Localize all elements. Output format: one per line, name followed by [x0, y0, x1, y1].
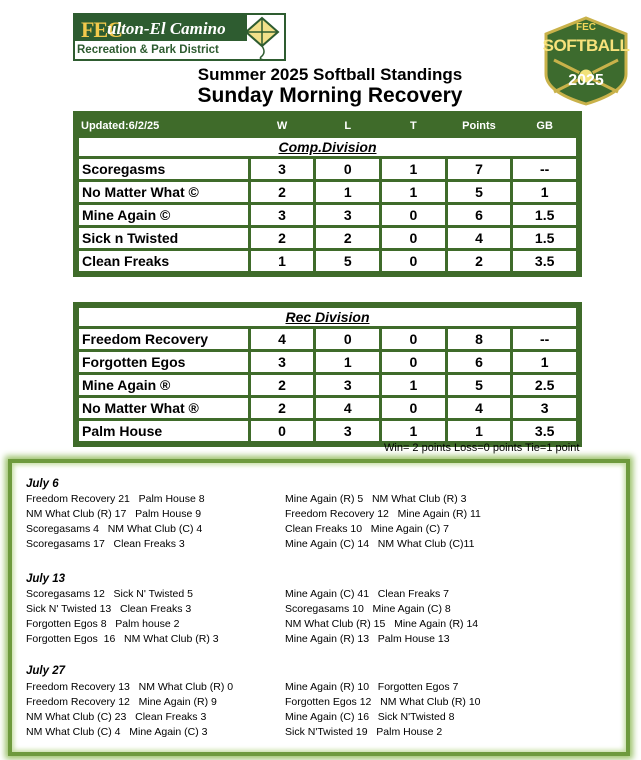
losses-cell: 3: [316, 421, 379, 441]
game-result: Mine Again (C) 14 NM What Club (C)11: [285, 538, 475, 550]
game-result: NM What Club (R) 17 Palm House 9: [26, 508, 202, 520]
standings-row: [79, 251, 576, 271]
standings-row: [79, 398, 576, 418]
game-result: Scoregasams 10 Mine Again (C) 8: [285, 603, 451, 615]
games-back-cell: --: [513, 329, 576, 349]
team-name: Clean Freaks: [79, 251, 248, 271]
game-result: Clean Freaks 10 Mine Again (C) 7: [285, 523, 449, 535]
team-name: Forgotten Egos: [79, 352, 248, 372]
games-back-cell: 3: [513, 398, 576, 418]
wins-cell: 4: [251, 329, 314, 349]
week-date: July 27: [26, 665, 65, 677]
losses-cell: 3: [316, 205, 379, 225]
wins-cell: 2: [251, 182, 314, 202]
comp-rows: [79, 159, 576, 271]
rec-rows: [79, 329, 576, 441]
game-result: Freedom Recovery 21 Palm House 8: [26, 493, 205, 505]
standings-row: [79, 329, 576, 349]
games-back-cell: 3.5: [513, 421, 576, 441]
losses-cell: 4: [316, 398, 379, 418]
col-header-gb: GB: [513, 117, 576, 135]
games-back-cell: 1.5: [513, 228, 576, 248]
points-cell: 5: [448, 375, 511, 395]
game-result: Mine Again (C) 41 Clean Freaks 7: [285, 588, 449, 600]
fec-softball-badge: [540, 16, 632, 106]
wins-cell: 0: [251, 421, 314, 441]
points-cell: 5: [448, 182, 511, 202]
games-back-cell: 2.5: [513, 375, 576, 395]
logo-subtitle: Recreation & Park District: [77, 44, 219, 56]
week-date: July 6: [26, 478, 59, 490]
ties-cell: 0: [382, 251, 445, 271]
losses-cell: 1: [316, 352, 379, 372]
games-back-cell: 1.5: [513, 205, 576, 225]
game-result: Freedom Recovery 13 NM What Club (R) 0: [26, 681, 234, 693]
team-name: Mine Again ©: [79, 205, 248, 225]
losses-cell: 2: [316, 228, 379, 248]
ties-cell: 0: [382, 205, 445, 225]
game-result: NM What Club (R) 15 Mine Again (R) 14: [285, 618, 479, 630]
game-result: Freedom Recovery 12 Mine Again (R) 9: [26, 696, 217, 708]
points-cell: 4: [448, 228, 511, 248]
game-result: Forgotten Egos 8 Palm house 2: [26, 618, 180, 630]
page-title: Summer 2025 Softball Standings: [197, 65, 463, 84]
losses-cell: 3: [316, 375, 379, 395]
league-name: Sunday Morning Recovery: [197, 84, 463, 107]
ties-cell: 0: [382, 398, 445, 418]
col-header-points: Points: [448, 117, 511, 135]
standings-row: [79, 421, 576, 441]
comp-standings-table: [73, 111, 582, 277]
standings-row: [79, 375, 576, 395]
wins-cell: 2: [251, 375, 314, 395]
points-cell: 2: [448, 251, 511, 271]
game-result: Scoregasams 12 Sick N' Twisted 5: [26, 588, 193, 600]
game-result: Sick N'Twisted 19 Palm House 2: [285, 726, 443, 738]
games-back-cell: 3.5: [513, 251, 576, 271]
ties-cell: 1: [382, 159, 445, 179]
col-header-l: L: [316, 117, 379, 135]
updated-date: Updated:6/2/25: [79, 117, 248, 135]
team-name: Freedom Recovery: [79, 329, 248, 349]
game-result: Mine Again (R) 10 Forgotten Egos 7: [285, 681, 459, 693]
points-cell: 4: [448, 398, 511, 418]
games-back-cell: 1: [513, 352, 576, 372]
district-logo: [73, 13, 286, 61]
ties-cell: 1: [382, 375, 445, 395]
wins-cell: 2: [251, 398, 314, 418]
col-header-w: W: [251, 117, 314, 135]
game-result: Forgotten Egos 12 NM What Club (R) 10: [285, 696, 481, 708]
games-back-cell: --: [513, 159, 576, 179]
team-name: No Matter What ®: [79, 398, 248, 418]
game-result: Freedom Recovery 12 Mine Again (R) 11: [285, 508, 481, 520]
rec-standings-table: [73, 302, 582, 447]
wins-cell: 3: [251, 159, 314, 179]
team-name: Palm House: [79, 421, 248, 441]
standings-row: [79, 182, 576, 202]
game-result: Mine Again (C) 16 Sick N'Twisted 8: [285, 711, 455, 723]
standings-row: [79, 228, 576, 248]
points-cell: 1: [448, 421, 511, 441]
ties-cell: 0: [382, 352, 445, 372]
game-result: Mine Again (R) 5 NM What Club (R) 3: [285, 493, 467, 505]
points-legend: Win= 2 points Loss=0 points Tie=1 point: [384, 442, 580, 454]
wins-cell: 2: [251, 228, 314, 248]
team-name: Scoregasms: [79, 159, 248, 179]
ties-cell: 1: [382, 182, 445, 202]
division-title: Rec Division: [79, 308, 576, 326]
badge-org: FEC: [576, 22, 596, 33]
losses-cell: 0: [316, 329, 379, 349]
badge-sport: SOFTBALL: [542, 36, 630, 55]
game-result: NM What Club (C) 23 Clean Freaks 3: [26, 711, 207, 723]
week-date: July 13: [26, 573, 65, 585]
division-header-row: [79, 138, 576, 156]
team-name: Mine Again ®: [79, 375, 248, 395]
game-result: Scoregasams 17 Clean Freaks 3: [26, 538, 185, 550]
wins-cell: 3: [251, 352, 314, 372]
losses-cell: 0: [316, 159, 379, 179]
points-cell: 6: [448, 352, 511, 372]
division-title: Comp.Division: [79, 138, 576, 156]
badge-year: 2025: [568, 72, 604, 89]
game-results-panel: [8, 459, 630, 756]
standings-row: [79, 159, 576, 179]
games-back-cell: 1: [513, 182, 576, 202]
wins-cell: 1: [251, 251, 314, 271]
logo-brand: FEC: [81, 17, 122, 42]
col-header-t: T: [382, 117, 445, 135]
ties-cell: 0: [382, 329, 445, 349]
losses-cell: 5: [316, 251, 379, 271]
losses-cell: 1: [316, 182, 379, 202]
standings-row: [79, 205, 576, 225]
kite-icon: [242, 16, 282, 60]
points-cell: 6: [448, 205, 511, 225]
game-result: NM What Club (C) 4 Mine Again (C) 3: [26, 726, 208, 738]
points-cell: 7: [448, 159, 511, 179]
game-result: Forgotten Egos 16 NM What Club (R) 3: [26, 633, 219, 645]
game-result: Scoregasams 4 NM What Club (C) 4: [26, 523, 203, 535]
division-header-row: [79, 308, 576, 326]
game-result: Sick N' Twisted 13 Clean Freaks 3: [26, 603, 192, 615]
logo-name: ulton-El Camino: [107, 19, 226, 38]
ties-cell: 0: [382, 228, 445, 248]
points-cell: 8: [448, 329, 511, 349]
wins-cell: 3: [251, 205, 314, 225]
standings-row: [79, 352, 576, 372]
team-name: No Matter What ©: [79, 182, 248, 202]
table-header-row: [79, 117, 576, 135]
team-name: Sick n Twisted: [79, 228, 248, 248]
ties-cell: 1: [382, 421, 445, 441]
game-result: Mine Again (R) 13 Palm House 13: [285, 633, 450, 645]
